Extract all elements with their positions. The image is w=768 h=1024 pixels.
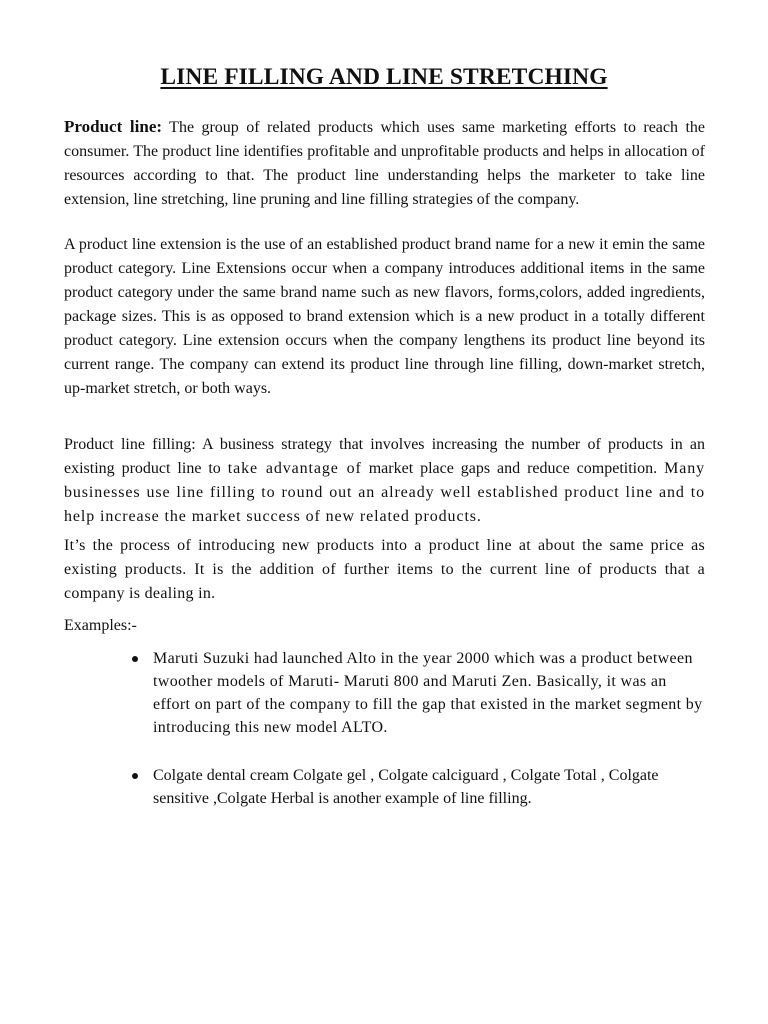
product-line-label: Product line: (64, 117, 163, 136)
list-item (128, 647, 708, 739)
line-filling-text-part2: take advantage of (227, 460, 362, 477)
line-filling-text-part1: Product line filling: A business strategy that involves increasing the number of products in an existing product line to (64, 436, 705, 477)
examples-list (128, 647, 708, 810)
line-filling-text-part4: Many businesses use line filling to round out an already well established product line and to help increase the market success of new related products. (64, 460, 705, 525)
paragraph-line-filling (64, 433, 705, 529)
example-text-colgate: Colgate dental cream Colgate gel , Colgate calciguard , Colgate Total , Colgate sensitive ,Colgate Herbal is another example of line filling. (153, 767, 659, 807)
bullet-icon (132, 773, 138, 779)
bullet-icon (132, 656, 138, 662)
page-title: LINE FILLING AND LINE STRETCHING (160, 64, 608, 90)
paragraph-line-extension: A product line extension is the use of an established product brand name for a new it emin the same product category. Line Extensions occur when a company introduces additional items in the same product category under the same brand name such as new flavors, forms,colors, added ingredients, package sizes. This is as opposed to brand extension which is a new product in a totally different product category. Line extension occurs when the company lengthens its product line beyond its current range. The company can extend its product line through line filling, down-market stretch, up-market stretch, or both ways. (64, 236, 705, 397)
product-line-text: The group of related products which uses same marketing efforts to reach the consumer. The product line identifies profitable and unprofitable products and helps in allocation of resources according to that. The product line understanding helps the marketer to take line extension, line stretching, line pruning and line filling strategies of the company. (64, 119, 705, 208)
example-text-maruti: Maruti Suzuki had launched Alto in the year 2000 which was a product between twoother models of Maruti- Maruti 800 and Maruti Zen. Basically, it was an effort on part of the company to fill the gap that existed in the market segment by introducing this new model ALTO. (153, 650, 703, 736)
examples-label: Examples:- (64, 617, 137, 634)
list-item (128, 764, 708, 810)
paragraph-process-definition: It’s the process of introducing new products into a product line at about the same price as existing products. It is the addition of further items to the current line of products that a company is dealing in. (64, 537, 705, 602)
line-filling-text-part3: market place gaps and reduce competition. (361, 460, 665, 477)
paragraph-product-line (64, 115, 705, 212)
